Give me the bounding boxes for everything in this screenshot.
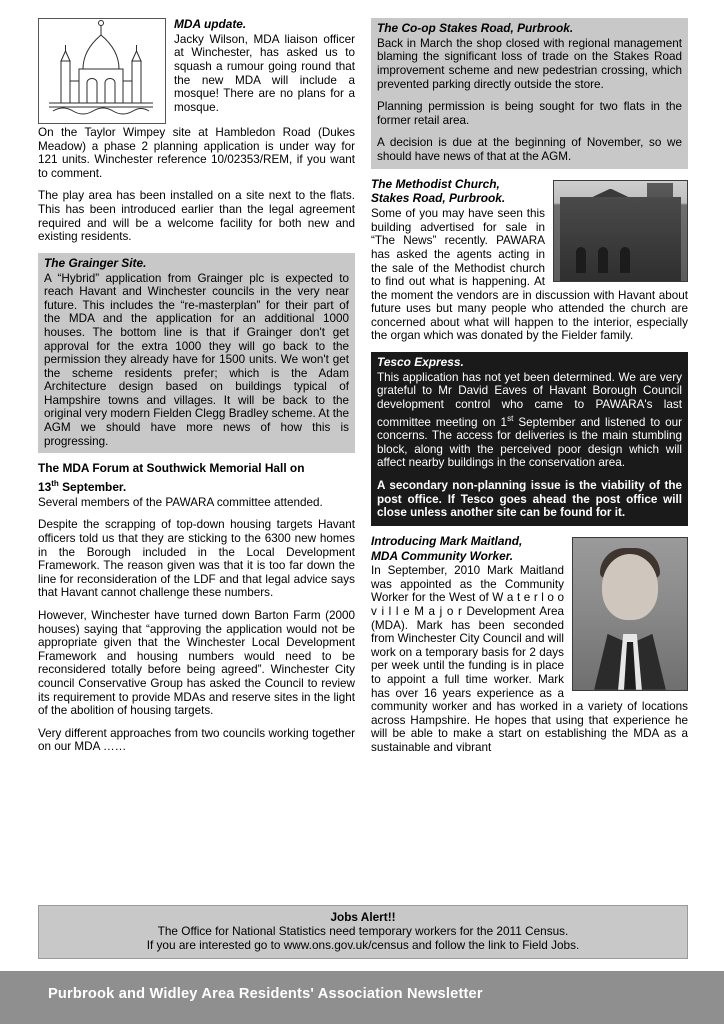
- mda-forum-month: September.: [58, 480, 127, 495]
- mda-forum-body: Several members of the PAWARA committee attended.: [38, 495, 323, 509]
- mosque-illustration: [38, 18, 166, 124]
- methodist-block: [371, 178, 688, 353]
- mda-forum-ordinal: th: [51, 479, 59, 489]
- grainger-body: A “Hybrid” application from Grainger plc is expected to reach Havant and Winchester councils in the very near future. This includes the “re-masterplan” for their part of the MDA and the application for an additional 1000 houses. The bottom line is that if Grainger don't get approval for the extra 1000 they will go back to the permission they already have for 1500 units. We won't get the scheme residents prefer; which is the Adam Architecture design based on buildings typical of Hampshire towns and villages. It will be back to the original very modern Fielden Clegg Bradley scheme. At the AGM we should have more news of how this is progressing.: [44, 271, 349, 448]
- tesco-body-post: September and listened to our concerns. The access for deliveries is the main stumbling block, along with the perceived poor design which will affect nearby buildings in the conservation area.: [377, 415, 682, 470]
- footer-band: [0, 971, 724, 1024]
- tesco-body: [377, 371, 682, 470]
- tesco-body-pre: This application has not yet been determined. We are very grateful to Mr David Eaves of Havant Borough Council development control who came to PAWARA's last committee meeting on 1: [377, 370, 682, 429]
- play-area-paragraph: The play area has been installed on a site next to the flats. This has been introduced earlier than the legal agreement required and will be a welcome facility for both new and existing residents.: [38, 189, 355, 244]
- jobs-alert-line1: The Office for National Statistics need temporary workers for the 2011 Census.: [157, 924, 569, 938]
- closing-paragraph: Very different approaches from two councils working together on our MDA ……: [38, 726, 355, 754]
- mda-forum-heading-line2: [38, 477, 355, 495]
- coop-paragraph-3: A decision is due at the beginning of November, so we should have news of that at the AGM.: [377, 136, 682, 163]
- grainger-heading: The Grainger Site.: [44, 255, 147, 270]
- footer-title: Purbrook and Widley Area Residents' Association Newsletter: [48, 986, 483, 1002]
- mark-heading-line2: MDA Community Worker.: [371, 548, 514, 563]
- coop-paragraph-1: Back in March the shop closed with regional management blaming the significant loss of trade on the Stakes Road improvement scheme and new pedestrian crossing, which prevented parking directly outside the store.: [377, 36, 682, 91]
- two-column-layout: [38, 18, 688, 764]
- methodist-heading-line1: The Methodist Church,: [371, 176, 500, 191]
- mark-maitland-block: [371, 535, 688, 764]
- mda-update-block: [38, 18, 355, 126]
- methodist-body: Some of you may have seen this building advertised for sale in “The News” recently. PAWARA has asked the agents acting in the sale of the Methodist church to find out what is happening. At the moment the vendors are in discussion with Havant about future uses but many people who attended the church are concerned about what will happen to the interior, especially the organ which was donated by the Fielder family.: [371, 207, 688, 343]
- methodist-church-photo: [553, 180, 688, 282]
- tesco-body-ordinal: st: [507, 413, 514, 423]
- jobs-alert-box: [38, 905, 688, 959]
- barton-farm-paragraph: However, Winchester have turned down Barton Farm (2000 houses) saying that “approving the application would not be appropriate given that the Winchester Local Development Framework and housing numbers would need to be reconsidered totally before being agreed”. Winchester City council Conservative Group has asked the Council to review its requirement to provide MDAs and reserve sites in the light of the abolition of housing targets.: [38, 608, 355, 718]
- tesco-post-office-paragraph: A secondary non-planning issue is the viability of the post office. If Tesco goes ahead the post office will close unless another site can be found for it.: [377, 478, 682, 520]
- mda-forum-heading-line1: The MDA Forum at Southwick Memorial Hall on: [38, 461, 305, 476]
- mda-update-heading: MDA update.: [174, 17, 247, 31]
- tesco-express-box: [371, 352, 688, 526]
- mark-body: In September, 2010 Mark Maitland was appointed as the Community Worker for the West of W a t e r l o o v i l l e M a j o r Development Area (MDA). Mark has been seconded from Winchester City Council and will work on a temporary basis for 2 days per week until the funding is in place to appoint a full time worker. Mark has over 16 years experience as a community worker and has worked in a variety of locations across Hampshire. He hopes that using that experience he will be able to make a start on establishing the MDA as a sustainable and vibrant: [371, 564, 688, 755]
- mark-heading-line1: Introducing Mark Maitland,: [371, 533, 523, 548]
- coop-paragraph-2: Planning permission is being sought for two flats in the former retail area.: [377, 100, 682, 127]
- coop-heading: The Co-op Stakes Road, Purbrook.: [377, 21, 574, 35]
- mda-update-body: Jacky Wilson, MDA liaison officer at Winchester, has asked us to squash a rumour going round that the new MDA will include a mosque! There are no plans for a mosque.: [174, 32, 355, 114]
- tesco-heading: Tesco Express.: [377, 355, 464, 370]
- mark-maitland-portrait: [572, 537, 688, 691]
- coop-box: [371, 18, 688, 169]
- methodist-heading-line2: Stakes Road, Purbrook.: [371, 191, 506, 206]
- right-column: [371, 18, 688, 764]
- grainger-site-box: [38, 253, 355, 454]
- jobs-alert-title: Jobs Alert!!: [330, 910, 396, 924]
- jobs-alert-line2: If you are interested go to www.ons.gov.uk/census and follow the link to Field Jobs.: [146, 938, 580, 952]
- mda-forum-day: 13: [38, 480, 52, 495]
- left-column: [38, 18, 355, 763]
- housing-targets-paragraph: Despite the scrapping of top-down housing targets Havant officers told us that they are sticking to the 6300 new homes in the Borough included in the Local Development Framework. The reason given was that it is too far down the line for reconsideration of the LDF and that legal advice says that Havant cannot challenge these numbers.: [38, 518, 355, 600]
- taylor-wimpey-paragraph: On the Taylor Wimpey site at Hambledon Road (Dukes Meadow) a phase 2 planning application is under way for 121 units. Winchester reference 10/02353/REM, if you want to comment.: [38, 126, 355, 180]
